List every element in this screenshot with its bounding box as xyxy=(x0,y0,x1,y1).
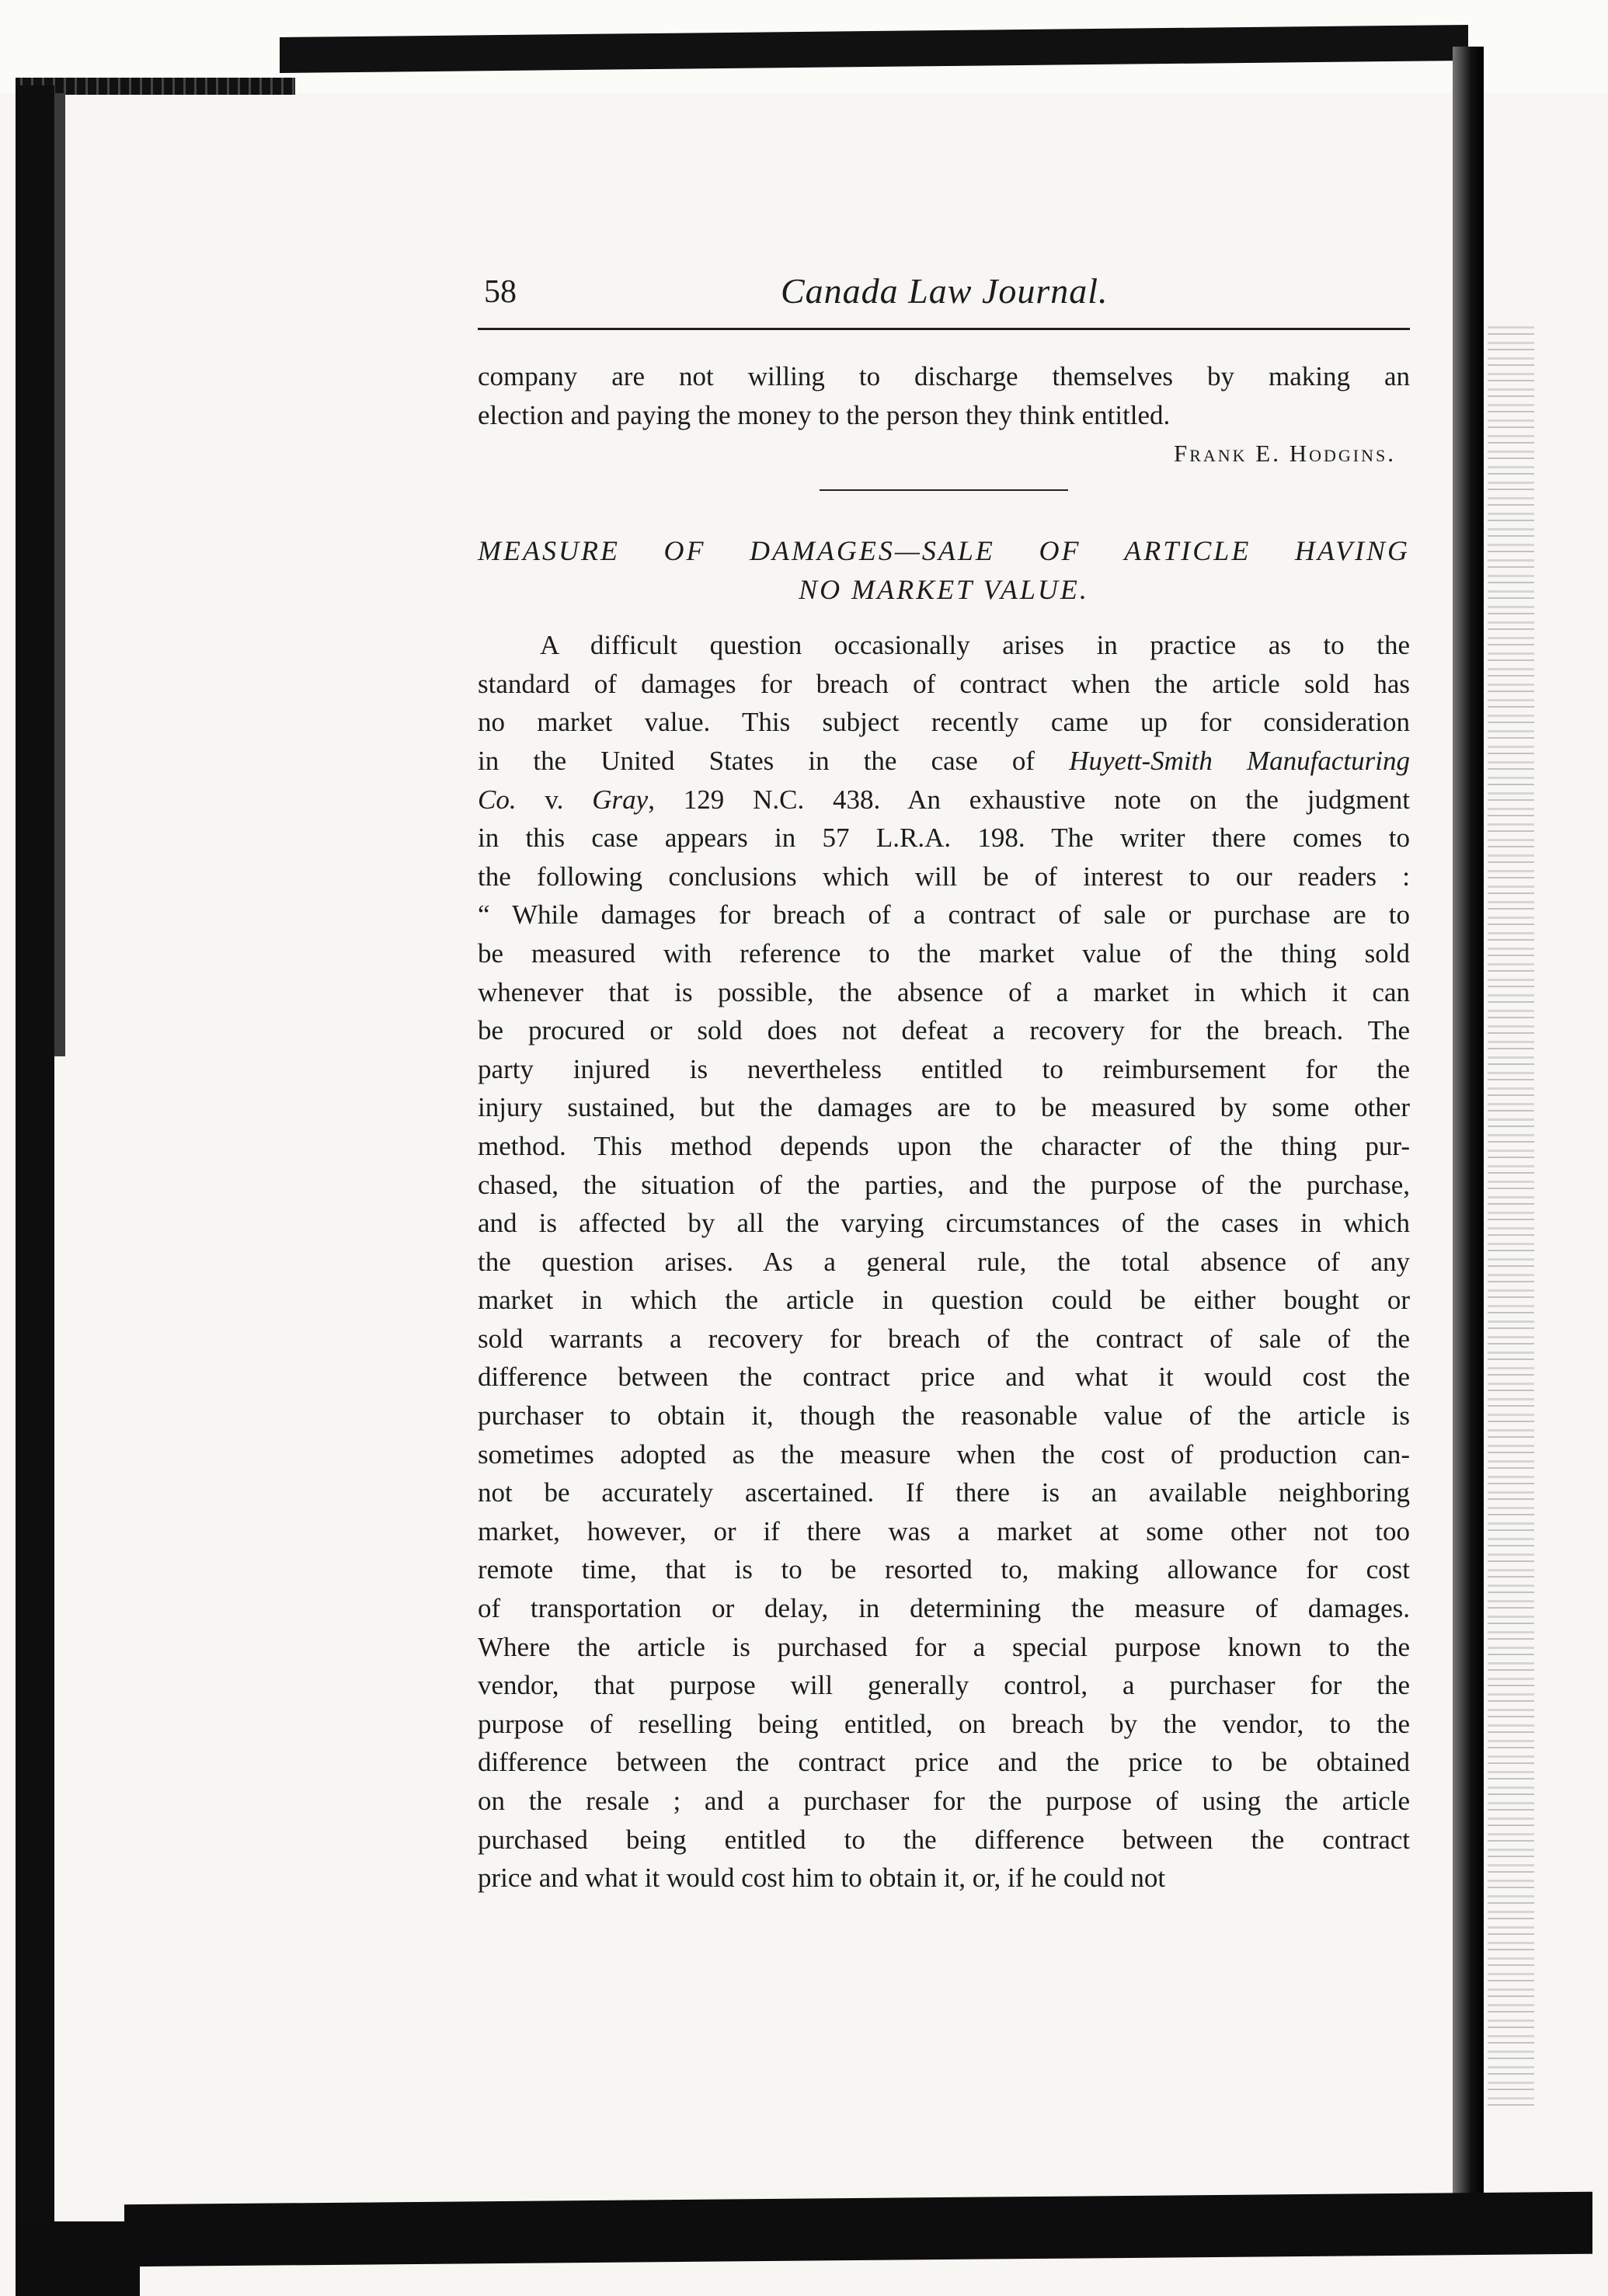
scan-left-inner-shadow xyxy=(54,93,65,1056)
text-line: price and what it would cost him to obtain it, or, if he could not xyxy=(478,1863,1166,1894)
text-line: A difficult question occasionally arises in practice as to the xyxy=(540,630,1410,661)
text-line: sold warrants a recovery for breach of the contract of sale of the xyxy=(478,1323,1410,1354)
text-line: and is affected by all the varying circumstances of the cases in which xyxy=(478,1208,1410,1239)
text-column xyxy=(478,264,1410,1894)
text-line: the following conclusions which will be of interest to our readers : xyxy=(478,861,1410,892)
scan-right-shadow xyxy=(1453,47,1484,2198)
article-title-line: NO MARKET VALUE. xyxy=(799,574,1089,606)
author-signature: Frank E. Hodgins. xyxy=(1173,440,1396,468)
text-line: whenever that is possible, the absence of a market in which it can xyxy=(478,976,1410,1007)
text-line: Where the article is purchased for a special purpose known to the xyxy=(478,1631,1410,1662)
text-line: difference between the contract price and what it would cost the xyxy=(478,1362,1410,1393)
text-line: purchased being entitled to the difference between the contract xyxy=(478,1824,1410,1855)
text-line: party injured is nevertheless entitled to reimbursement for the xyxy=(478,1053,1410,1084)
text-line: sometimes adopted as the measure when the cost of production can- xyxy=(478,1438,1410,1470)
running-head xyxy=(478,264,1410,318)
journal-title: Canada Law Journal. xyxy=(781,271,1109,311)
text-line: election and paying the money to the person they think entitled. xyxy=(478,399,1171,430)
case-name: Co. xyxy=(478,784,517,815)
text-line: the question arises. As a general rule, the total absence of any xyxy=(478,1246,1410,1277)
text-line: Co. v. Gray, 129 N.C. 438. An exhaustive note on the judgment xyxy=(478,784,1410,815)
text-line: not be accurately ascertained. If there is an available neighboring xyxy=(478,1477,1410,1508)
text-line: company are not willing to discharge themselves by making an xyxy=(478,361,1410,391)
text-line: purpose of reselling being entitled, on breach by the vendor, to the xyxy=(478,1708,1410,1739)
article-body xyxy=(478,626,1410,1898)
text-line: remote time, that is to be resorted to, making allowance for cost xyxy=(478,1554,1410,1585)
article-title-line: MEASURE OF DAMAGES—SALE OF ARTICLE HAVING xyxy=(478,535,1410,567)
text-line: be measured with reference to the market value of the thing sold xyxy=(478,938,1410,969)
text-line: market, however, or if there was a market at some other not too xyxy=(478,1515,1410,1546)
text-line: chased, the situation of the parties, and the purpose of the purchase, xyxy=(478,1169,1410,1200)
scan-left-shadow xyxy=(16,85,54,2296)
text-line: difference between the contract price and the price to be obtained xyxy=(478,1747,1410,1778)
text-line: in the United States in the case of Huyett-Smith Manufacturing xyxy=(478,745,1410,776)
scan-top-left-shadow xyxy=(16,78,295,95)
header-rule xyxy=(478,328,1410,330)
article-title xyxy=(478,531,1410,609)
section-divider xyxy=(820,489,1068,491)
text-line: method. This method depends upon the character of the thing pur- xyxy=(478,1130,1410,1161)
text-line: purchaser to obtain it, though the reasonable value of the article is xyxy=(478,1400,1410,1432)
text-line: standard of damages for breach of contract when the article sold has xyxy=(478,668,1410,699)
text-line: on the resale ; and a purchaser for the purpose of using the article xyxy=(478,1786,1410,1816)
case-name: Gray xyxy=(592,784,649,815)
text-line: “ While damages for breach of a contract of sale or purchase are to xyxy=(478,899,1410,931)
text-line: in this case appears in 57 L.R.A. 198. The writer there comes to xyxy=(478,823,1410,854)
scan-right-speckle xyxy=(1488,326,1534,2113)
text-line: injury sustained, but the damages are to be measured by some other xyxy=(478,1092,1410,1123)
text-line: be procured or sold does not defeat a recovery for the breach. The xyxy=(478,1015,1410,1046)
text-line: no market value. This subject recently came up for consideration xyxy=(478,707,1410,738)
opening-paragraph xyxy=(478,357,1410,472)
page-body xyxy=(478,357,1410,1898)
page-number: 58 xyxy=(484,274,517,310)
scan-bottom-shadow xyxy=(124,2192,1592,2266)
case-name: Huyett-Smith Manufacturing xyxy=(1069,745,1410,776)
text-line: of transportation or delay, in determining the measure of damages. xyxy=(478,1593,1410,1624)
scan-bottom-left-shadow xyxy=(16,2221,140,2296)
text-line: vendor, that purpose will generally control, a purchaser for the xyxy=(478,1670,1410,1701)
text-line: market in which the article in question could be either bought or xyxy=(478,1285,1410,1316)
